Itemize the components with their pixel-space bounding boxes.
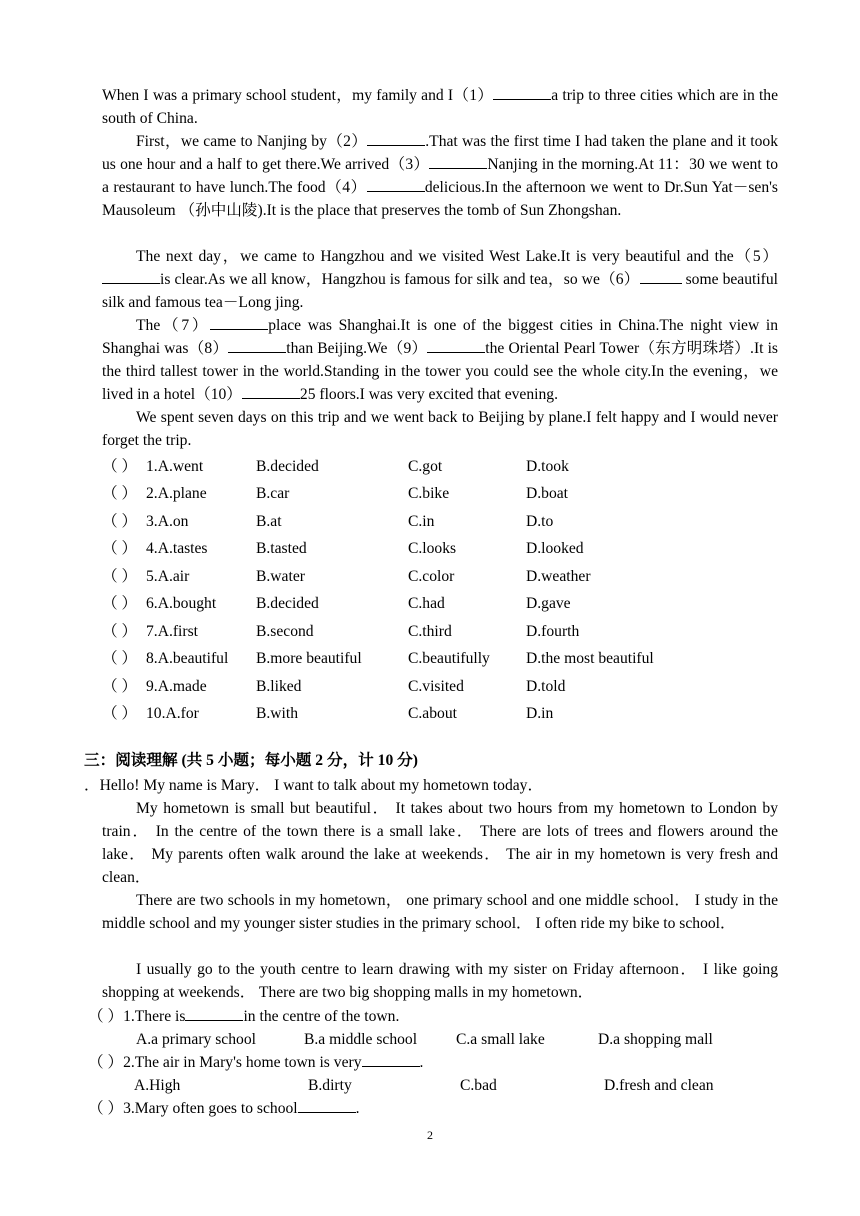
option-a: 4.A.tastes [146,540,208,557]
option-b: B.car [256,485,290,502]
cloze-option-row [102,456,782,478]
blank-3 [429,154,487,169]
option-c: C.in [408,513,435,530]
option-b: B.water [256,568,305,585]
blank-2 [367,131,425,146]
option-b: B.with [256,705,299,722]
answer-paren[interactable]: （ ） [102,458,138,475]
option-c: C.third [408,623,452,640]
answer-blank[interactable] [362,1052,420,1067]
question-text: （ ）3.Mary often goes to school [88,1100,298,1117]
passage-text: the Oriental Pearl Tower（东方明珠塔）.It is the third tallest tower in the world.Standing in the tower you could see the whole city.In the evening，we lived in a hotel（10） [102,340,778,403]
option-b: B.dirty [308,1077,352,1094]
passage-text: place was Shanghai.It is one of the biggest cities in China.The night view in Shanghai was（8） [102,317,778,357]
answer-paren[interactable]: （ ） [102,678,138,695]
option-c: C.got [408,458,443,475]
answer-blank[interactable] [298,1098,356,1113]
reading-paragraph-2: There are two schools in my hometown， one primary school and one middle school． I study in the middle school and my younger sister studies in the primary school． I often ride my bike to school． [102,892,778,932]
option-d: D.took [526,458,569,475]
option-b: B.tasted [256,540,307,557]
option-a: 6.A.bought [146,595,217,612]
blank-10 [242,384,300,399]
option-a: 7.A.first [146,623,198,640]
option-c: C.bike [408,485,450,502]
answer-paren[interactable]: （ ） [102,485,138,502]
cloze-option-row [102,538,782,560]
answer-paren[interactable]: （ ） [102,705,138,722]
reading-paragraph-1: My hometown is small but beautiful． It takes about two hours from my hometown to London by train． In the centre of the town there is a small lake． There are lots of trees and flowers around the lake． My parents often walk around the lake at weekends． The air in my hometown is very fresh and clean． [102,800,778,886]
option-a: 2.A.plane [146,485,207,502]
passage1-paragraph-4 [102,314,778,406]
option-c: C.a small lake [456,1031,545,1048]
option-b: B.at [256,513,282,530]
option-d: D.looked [526,540,584,557]
option-d: D.in [526,705,554,722]
question-1-options [136,1028,816,1051]
passage1-paragraph-5: We spent seven days on this trip and we went back to Beijing by plane.I felt happy and I would never forget the trip. [102,409,778,449]
page-number: 2 [427,1128,433,1142]
reading-paragraph-3: I usually go to the youth centre to learn drawing with my sister on Friday afternoon． I like going shopping at weekends． There are two big shopping malls in my hometown． [102,961,778,1001]
passage-text: a trip to three cities which are in the south of China. [102,87,778,127]
question-2-stem [88,1051,423,1074]
blank-6 [640,269,682,284]
option-d: D.a shopping mall [598,1031,713,1048]
answer-paren[interactable]: （ ） [102,595,138,612]
option-c: C.had [408,595,445,612]
option-a: 5.A.air [146,568,190,585]
cloze-option-row [102,676,782,698]
passage-text: is clear.As we all know，Hangzhou is famous for silk and tea，so we（6） [160,271,640,288]
cloze-option-row [102,703,782,725]
blank-7 [210,315,268,330]
option-d: D.fourth [526,623,580,640]
passage-text: than Beijing.We（9） [286,340,428,357]
blank-9 [427,338,485,353]
cloze-option-row [102,621,782,643]
answer-paren[interactable]: （ ） [102,650,138,667]
option-c: C.bad [460,1077,497,1094]
answer-paren[interactable]: （ ） [102,540,138,557]
option-c: C.looks [408,540,457,557]
option-c: C.color [408,568,455,585]
reading-intro: ．Hello! My name is Mary． I want to talk about my hometown today． [84,777,544,794]
question-1-stem [88,1005,399,1028]
question-text: （ ）1.There is [88,1008,186,1025]
cloze-option-row [102,566,782,588]
passage-text: First，we came to Nanjing by（2） [136,133,368,150]
answer-paren[interactable]: （ ） [102,513,138,530]
passage1-paragraph-2 [102,130,778,222]
option-d: D.to [526,513,554,530]
option-b: B.liked [256,678,302,695]
passage-text: The next day，we came to Hangzhou and we visited West Lake.It is very beautiful and the（5） [136,248,778,265]
option-a: A.a primary school [136,1031,256,1048]
passage1-paragraph-3 [102,245,778,314]
passage-text: 25 floors.I was very excited that evening. [299,386,558,403]
blank-8 [228,338,286,353]
option-b: B.second [256,623,314,640]
question-3-stem [88,1097,360,1120]
passage-text: When I was a primary school student，my family and I（1） [102,87,494,104]
question-2-options [134,1074,814,1097]
option-c: C.beautifully [408,650,490,667]
passage-text: some beautiful silk and famous tea－Long jing. [102,271,778,311]
option-d: D.weather [526,568,591,585]
option-a: 9.A.made [146,678,207,695]
passage-text: Nanjing in the morning.At 11：30 we went to a restaurant to have lunch.The food（4） [102,156,778,196]
blank-1 [493,85,551,100]
question-text: . [355,1100,360,1117]
cloze-option-row [102,511,782,533]
question-text: （ ）2.The air in Mary's home town is very [88,1054,362,1071]
question-text: . [419,1054,424,1071]
option-a: 3.A.on [146,513,189,530]
option-b: B.a middle school [304,1031,418,1048]
option-c: C.about [408,705,457,722]
option-d: D.told [526,678,566,695]
passage-text: .That was the first time I had taken the plane and it took us one hour and a half to get there.We arrived（3） [102,133,778,173]
option-b: B.decided [256,595,319,612]
option-a: 8.A.beautiful [146,650,229,667]
cloze-option-row [102,483,782,505]
passage1-paragraph-1 [102,84,778,130]
option-a: 10.A.for [146,705,199,722]
passage-text: The（7） [136,317,211,334]
answer-paren[interactable]: （ ） [102,623,138,640]
option-a: 1.A.went [146,458,204,475]
blank-4 [367,177,425,192]
question-text: in the centre of the town. [243,1008,400,1025]
answer-paren[interactable]: （ ） [102,568,138,585]
cloze-option-row [102,648,782,670]
blank-5 [102,269,160,284]
option-d: D.fresh and clean [604,1077,714,1094]
option-a: A.High [134,1077,181,1094]
section-heading: 三：阅读理解 (共 5 小题；每小题 2 分，计 10 分) [84,752,418,769]
cloze-option-row [102,593,782,615]
option-d: D.boat [526,485,569,502]
option-d: D.the most beautiful [526,650,654,667]
option-d: D.gave [526,595,571,612]
option-c: C.visited [408,678,464,695]
passage-text: delicious.In the afternoon we went to Dr.Sun Yat－sen's Mausoleum （孙中山陵).It is the place that preserves the tomb of Sun Zhongshan. [102,179,778,219]
answer-blank[interactable] [185,1006,243,1021]
option-b: B.decided [256,458,319,475]
option-b: B.more beautiful [256,650,362,667]
